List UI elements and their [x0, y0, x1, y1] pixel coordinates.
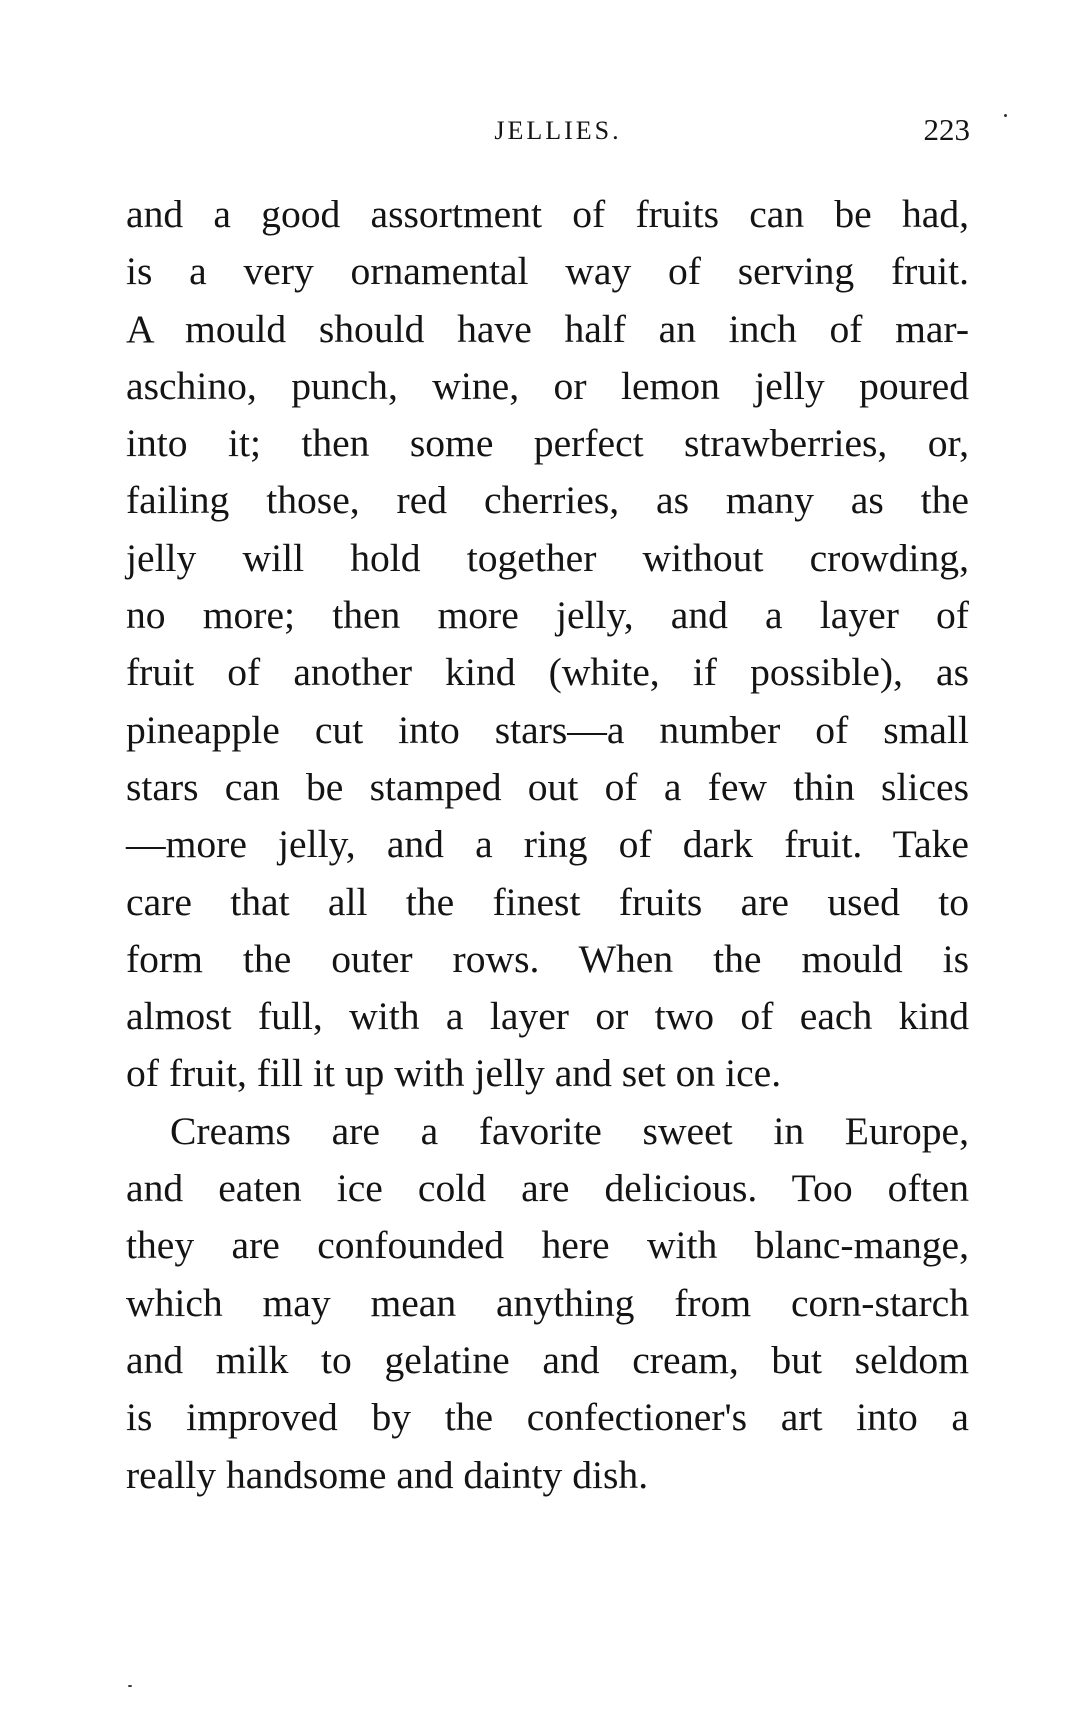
text-line: fruit of another kind (white, if possible), as — [126, 650, 969, 695]
text-line: —more jelly, and a ring of dark fruit. Take — [126, 822, 969, 867]
text-line: of fruit, fill it up with jelly and set on ice. — [126, 1051, 782, 1096]
body-text — [126, 186, 969, 1504]
text-line: care that all the finest fruits are used to — [126, 879, 969, 924]
running-title: JELLIES. — [494, 116, 622, 145]
text-line: and a good assortment of fruits can be had, — [126, 192, 969, 236]
text-line: is a very ornamental way of serving fruit. — [126, 249, 969, 294]
text-line: A mould should have half an inch of mar- — [126, 306, 969, 351]
running-head — [126, 108, 970, 148]
text-line: into it; then some perfect strawberries, or, — [126, 421, 969, 466]
page-number: 223 — [923, 112, 970, 147]
text-line: and milk to gelatine and cream, but seldom — [126, 1337, 969, 1382]
text-line: Creams are a favorite sweet in Europe, — [170, 1108, 969, 1153]
text-line: they are confounded here with blanc-mange, — [126, 1223, 969, 1268]
paragraph-1 — [126, 186, 969, 1103]
text-line: really handsome and dainty dish. — [126, 1452, 649, 1497]
print-speck — [128, 1685, 132, 1687]
print-speck — [1004, 114, 1007, 117]
text-line: no more; then more jelly, and a layer of — [126, 593, 969, 638]
text-line: almost full, with a layer or two of each kind — [126, 994, 969, 1039]
text-line: stars can be stamped out of a few thin slices — [126, 764, 969, 809]
text-line: is improved by the confectioner's art into a — [126, 1395, 969, 1440]
text-line: failing those, red cherries, as many as the — [126, 478, 969, 523]
text-line: form the outer rows. When the mould is — [126, 936, 969, 981]
text-line: aschino, punch, wine, or lemon jelly poured — [126, 363, 969, 408]
paragraph-2 — [126, 1103, 969, 1504]
text-line: and eaten ice cold are delicious. Too often — [126, 1166, 969, 1211]
text-line: pineapple cut into stars—a number of small — [126, 707, 969, 752]
text-line: jelly will hold together without crowding, — [126, 535, 969, 580]
text-line: which may mean anything from corn-starch — [126, 1280, 969, 1325]
